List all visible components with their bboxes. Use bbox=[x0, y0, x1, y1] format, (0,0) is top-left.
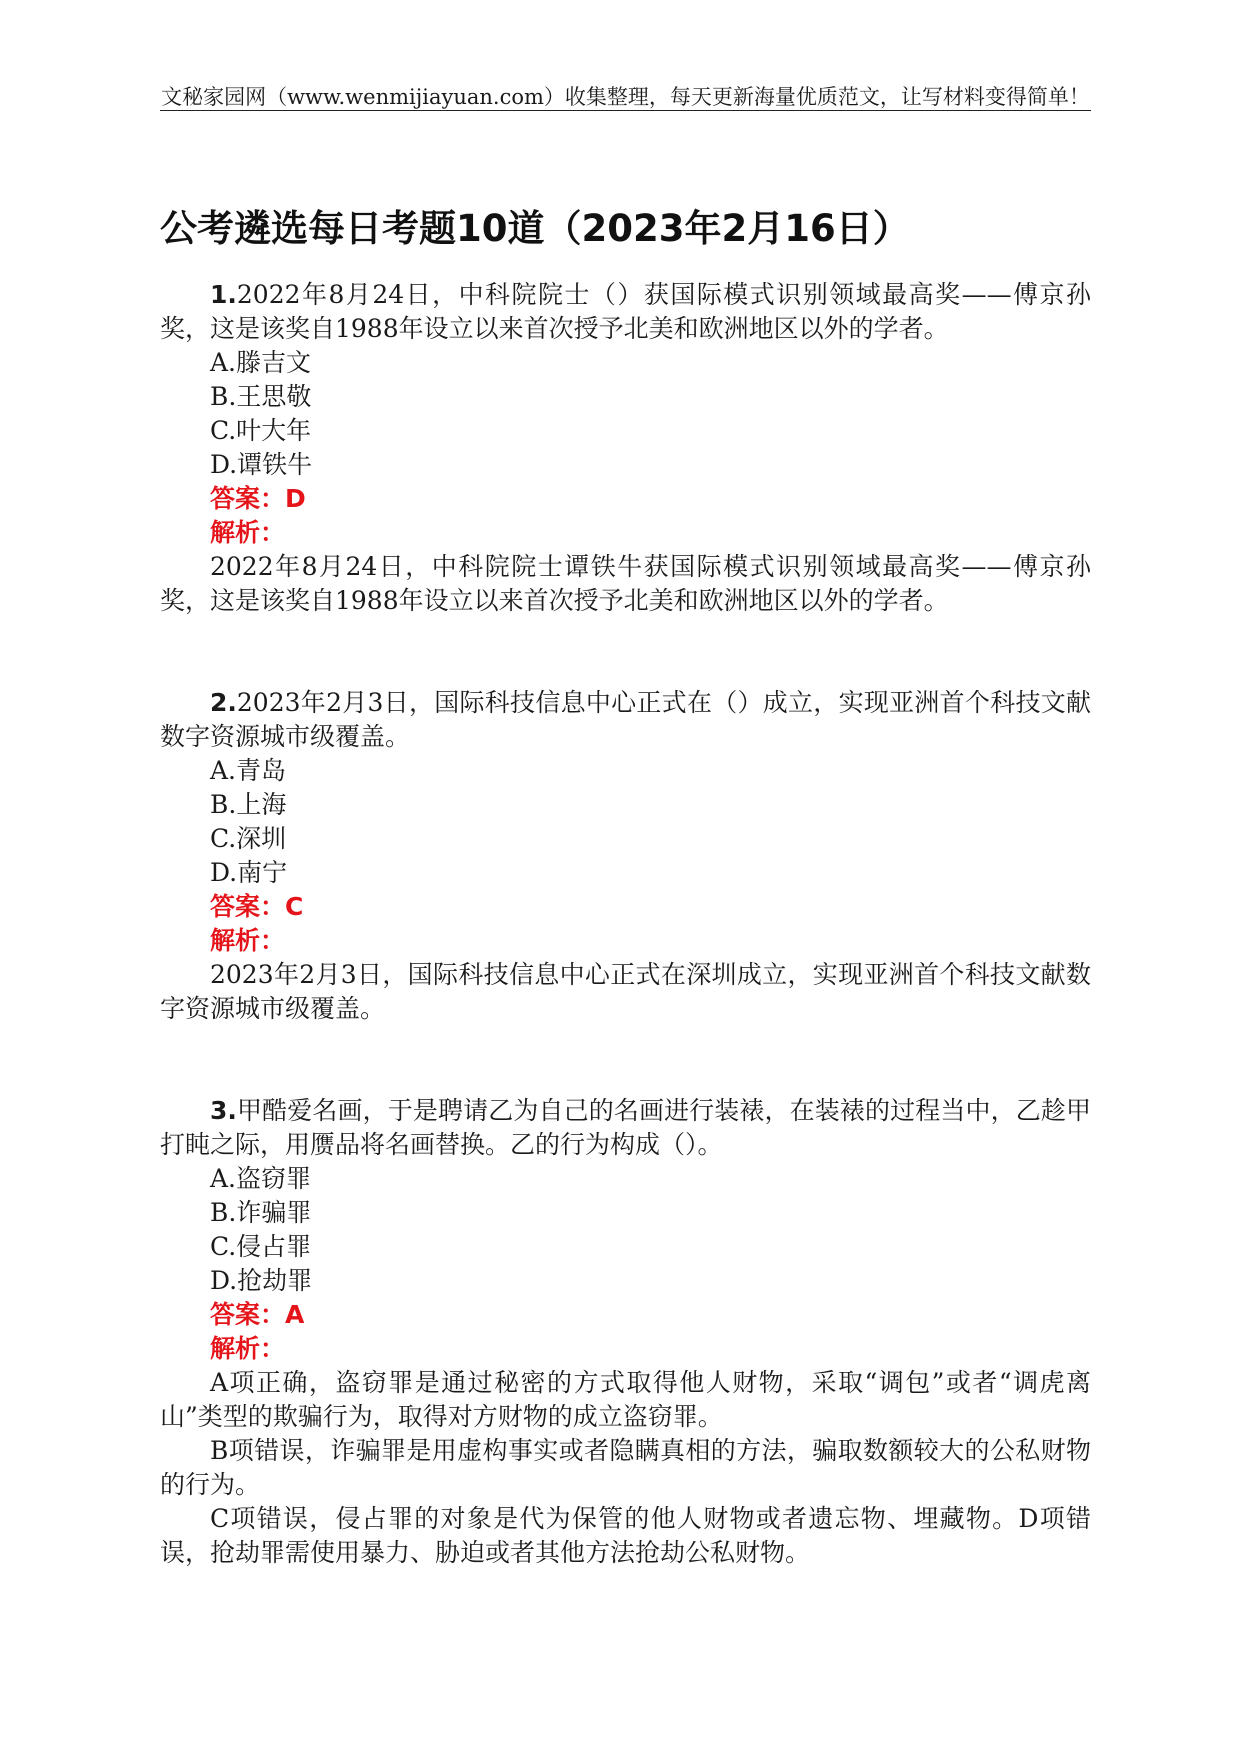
option-c: C.侵占罪 bbox=[210, 1231, 312, 1261]
analysis-label: 解析： bbox=[210, 1333, 286, 1363]
option-a: A.滕吉文 bbox=[210, 347, 312, 377]
question-1 bbox=[160, 278, 1091, 618]
question-number: 3. bbox=[210, 1095, 237, 1125]
explanation-paragraph: A项正确，盗窃罪是通过秘密的方式取得他人财物，采取“调包”或者“调虎离山”类型的欺骗行为，取得对方财物的成立盗窃罪。 bbox=[160, 1367, 1091, 1431]
question-text: 2022年8月24日，中科院院士（）获国际模式识别领域最高奖——傅京孙奖，这是该奖自1988年设立以来首次授予北美和欧洲地区以外的学者。 bbox=[160, 279, 1091, 343]
answer-line bbox=[160, 1298, 1091, 1332]
option-c: C.叶大年 bbox=[210, 415, 312, 445]
answer-value: A bbox=[285, 1299, 305, 1329]
answer-line bbox=[160, 890, 1091, 924]
question-stem bbox=[160, 686, 1091, 754]
question-text: 2023年2月3日，国际科技信息中心正式在（）成立，实现亚洲首个科技文献数字资源城市级覆盖。 bbox=[160, 687, 1091, 751]
option-d: D.谭铁牛 bbox=[210, 449, 313, 479]
option-a: A.盗窃罪 bbox=[210, 1163, 312, 1193]
explanation-paragraph: 2023年2月3日，国际科技信息中心正式在深圳成立，实现亚洲首个科技文献数字资源城市级覆盖。 bbox=[160, 959, 1091, 1023]
question-stem bbox=[160, 1094, 1091, 1162]
option-d: D.抢劫罪 bbox=[210, 1265, 313, 1295]
answer-label: 答案： bbox=[210, 891, 286, 921]
option-d: D.南宁 bbox=[210, 857, 288, 887]
answer-label: 答案： bbox=[210, 1299, 286, 1329]
page-content bbox=[160, 84, 1091, 1570]
option-b: B.诈骗罪 bbox=[210, 1197, 312, 1227]
question-3 bbox=[160, 1094, 1091, 1570]
question-2 bbox=[160, 686, 1091, 1026]
explanation-paragraph: 2022年8月24日，中科院院士谭铁牛获国际模式识别领域最高奖——傅京孙奖，这是该奖自1988年设立以来首次授予北美和欧洲地区以外的学者。 bbox=[160, 551, 1091, 615]
answer-line bbox=[160, 482, 1091, 516]
question-number: 2. bbox=[210, 687, 237, 717]
option-b: B.上海 bbox=[210, 789, 287, 819]
option-a: A.青岛 bbox=[210, 755, 287, 785]
analysis-label: 解析： bbox=[210, 925, 286, 955]
answer-label: 答案： bbox=[210, 483, 286, 513]
answer-value: C bbox=[285, 891, 304, 921]
answer-value: D bbox=[285, 483, 306, 513]
explanation-paragraph: C项错误，侵占罪的对象是代为保管的他人财物或者遗忘物、埋藏物。D项错误，抢劫罪需使用暴力、胁迫或者其他方法抢劫公私财物。 bbox=[160, 1503, 1091, 1567]
question-number: 1. bbox=[210, 279, 237, 309]
page-header: 文秘家园网（www.wenmijiayuan.com）收集整理，每天更新海量优质范文，让写材料变得简单！ bbox=[161, 85, 1090, 109]
option-b: B.王思敬 bbox=[210, 381, 312, 411]
option-c: C.深圳 bbox=[210, 823, 287, 853]
explanation-paragraph: B项错误，诈骗罪是用虚构事实或者隐瞒真相的方法，骗取数额较大的公私财物的行为。 bbox=[160, 1435, 1091, 1499]
analysis-label: 解析： bbox=[210, 517, 286, 547]
question-stem bbox=[160, 278, 1091, 346]
question-text: 甲酷爱名画，于是聘请乙为自己的名画进行装裱，在装裱的过程当中，乙趁甲打盹之际，用赝品将名画替换。乙的行为构成（）。 bbox=[160, 1095, 1091, 1159]
page-title: 公考遴选每日考题10道（2023年2月16日） bbox=[160, 207, 910, 250]
